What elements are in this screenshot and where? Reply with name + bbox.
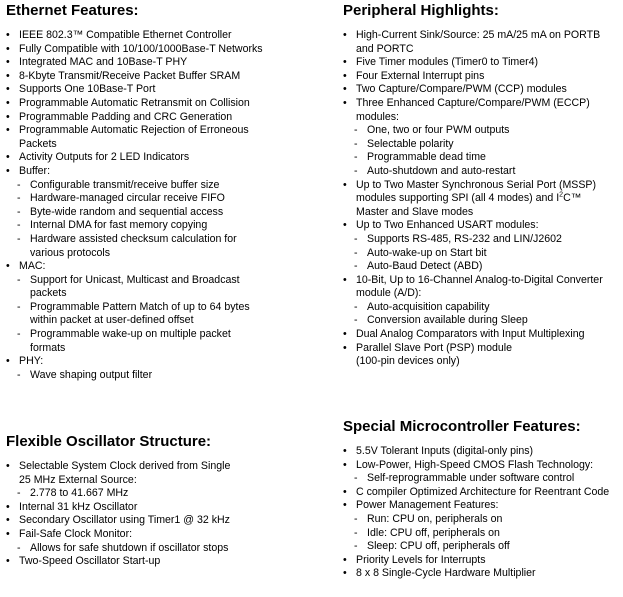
item-text: formats (30, 341, 66, 354)
item-text: Fully Compatible with 10/100/1000Base-T Networks (19, 42, 263, 55)
item-text: Wave shaping output filter (30, 368, 153, 381)
sub-list-item (343, 165, 621, 179)
item-text: MAC: (19, 260, 46, 273)
list-item (6, 514, 326, 528)
list-item-continuation (6, 287, 326, 301)
item-text: Programmable dead time (367, 151, 486, 164)
list-item-continuation (6, 474, 326, 488)
item-text: Conversion available during Sleep (367, 314, 528, 327)
item-text: Low-Power, High-Speed CMOS Flash Technology: (356, 458, 594, 471)
item-text: Self-reprogrammable under software control (367, 472, 575, 485)
list-item (6, 460, 326, 474)
item-text: Packets (19, 137, 57, 150)
item-text: 10-Bit, Up to 16-Channel Analog-to-Digital Converter (356, 273, 603, 286)
item-text: High-Current Sink/Source: 25 mA/25 mA on PORTB (356, 29, 601, 41)
item-text: within packet at user-defined offset (30, 314, 194, 327)
ethernet-list (6, 29, 326, 382)
item-text: Master and Slave modes (356, 205, 474, 218)
item-text: Five Timer modules (Timer0 to Timer4) (356, 56, 539, 69)
item-text: 8 x 8 Single-Cycle Hardware Multiplier (356, 567, 536, 580)
item-text: C compiler Optimized Architecture for Reentrant Code (356, 485, 610, 498)
item-text: 25 MHz External Source: (19, 473, 137, 486)
superscript: 2 (559, 191, 564, 199)
list-item (6, 260, 326, 274)
sub-list-item (343, 540, 621, 554)
list-item (343, 29, 621, 43)
oscillator-list (6, 460, 326, 569)
list-item-continuation (6, 314, 326, 328)
ethernet-title: Ethernet Features: (6, 2, 139, 19)
sub-list-item (343, 301, 621, 315)
item-text-after: C™ (563, 192, 582, 205)
list-item (6, 111, 326, 125)
item-text: Auto-wake-up on Start bit (367, 246, 487, 259)
item-text: Support for Unicast, Multicast and Broadcast (30, 273, 240, 286)
item-text: Power Management Features: (356, 499, 499, 512)
sub-list-item (343, 314, 621, 328)
item-text: Allows for safe shutdown if oscillator stops (30, 541, 229, 554)
sub-list-item (343, 151, 621, 165)
sub-list-item (343, 513, 621, 527)
item-text: IEEE 802.3™ Compatible Ethernet Controller (19, 29, 232, 41)
item-text: Activity Outputs for 2 LED Indicators (19, 151, 190, 164)
item-text: modules supporting SPI (all 4 modes) and I (356, 192, 560, 205)
list-item (343, 70, 621, 84)
item-text: PHY: (19, 355, 44, 368)
item-text: Fail-Safe Clock Monitor: (19, 527, 133, 540)
microcontroller-section (343, 418, 621, 581)
sub-list-item (6, 179, 326, 193)
item-text: (100-pin devices only) (356, 355, 460, 368)
oscillator-title: Flexible Oscillator Structure: (6, 433, 212, 450)
list-item-continuation (343, 111, 621, 125)
list-item (343, 445, 621, 459)
item-text: Internal DMA for fast memory copying (30, 219, 208, 232)
item-text: Three Enhanced Capture/Compare/PWM (ECCP) (356, 96, 590, 109)
item-text: Programmable Pattern Match of up to 64 bytes (30, 300, 250, 313)
item-text: Dual Analog Comparators with Input Multiplexing (356, 328, 585, 341)
sub-list-item (6, 542, 326, 556)
list-item (6, 83, 326, 97)
microcontroller-title: Special Microcontroller Features: (343, 418, 581, 435)
item-text: One, two or four PWM outputs (367, 124, 510, 137)
list-item (343, 328, 621, 342)
peripheral-title: Peripheral Highlights: (343, 2, 499, 19)
list-item (343, 56, 621, 70)
oscillator-section (6, 433, 326, 569)
item-text: Buffer: (19, 164, 51, 177)
item-text: Sleep: CPU off, peripherals off (367, 540, 510, 553)
peripheral-section (343, 2, 621, 369)
item-text: Two-Speed Oscillator Start-up (19, 555, 161, 568)
sub-list-item (6, 233, 326, 247)
item-text: various protocols (30, 246, 111, 259)
item-text: Parallel Slave Port (PSP) module (356, 341, 513, 354)
item-text: Hardware-managed circular receive FIFO (30, 192, 225, 205)
item-text: 8-Kbyte Transmit/Receive Packet Buffer SRAM (19, 69, 241, 82)
sub-list-item (343, 124, 621, 138)
item-text: Four External Interrupt pins (356, 69, 485, 82)
list-item-continuation (6, 247, 326, 261)
item-text: Supports RS-485, RS-232 and LIN/J2602 (367, 232, 562, 245)
list-item (343, 274, 621, 288)
item-text: Programmable wake-up on multiple packet (30, 328, 231, 341)
list-item (343, 83, 621, 97)
sub-list-item (343, 138, 621, 152)
item-text: Selectable polarity (367, 137, 454, 150)
item-text: Programmable Padding and CRC Generation (19, 110, 233, 123)
list-item (6, 43, 326, 57)
sub-list-item (6, 274, 326, 288)
list-item (6, 56, 326, 70)
sub-list-item (343, 527, 621, 541)
sub-list-item (6, 219, 326, 233)
list-item (6, 165, 326, 179)
item-text: Programmable Automatic Retransmit on Collision (19, 96, 250, 109)
list-item (343, 179, 621, 193)
item-text: Secondary Oscillator using Timer1 @ 32 kHz (19, 514, 230, 527)
list-item (6, 97, 326, 111)
list-item (343, 459, 621, 473)
item-text: Idle: CPU off, peripherals on (367, 526, 500, 539)
sub-list-item (6, 192, 326, 206)
sub-list-item (6, 328, 326, 342)
item-text: Run: CPU on, peripherals on (367, 512, 503, 525)
item-text: Up to Two Enhanced USART modules: (356, 219, 539, 232)
item-text: Auto-acquisition capability (367, 300, 490, 313)
item-text: Programmable Automatic Rejection of Erroneous (19, 124, 249, 137)
list-item-continuation (343, 355, 621, 369)
list-item (343, 567, 621, 581)
item-text: Internal 31 kHz Oscillator (19, 500, 138, 513)
sub-list-item (6, 301, 326, 315)
peripheral-list (343, 29, 621, 369)
list-item (6, 555, 326, 569)
item-text: Selectable System Clock derived from Single (19, 460, 231, 472)
list-item-continuation (343, 287, 621, 301)
item-text: Byte-wide random and sequential access (30, 205, 224, 218)
sub-list-item (343, 233, 621, 247)
item-text: Hardware assisted checksum calculation for (30, 232, 237, 245)
list-item (343, 499, 621, 513)
list-item (343, 219, 621, 233)
item-text: 5.5V Tolerant Inputs (digital-only pins) (356, 445, 534, 457)
list-item (6, 70, 326, 84)
item-text: Up to Two Master Synchronous Serial Port (MSSP) (356, 178, 597, 191)
item-text: packets (30, 287, 67, 300)
ethernet-section (6, 2, 326, 382)
list-item (6, 501, 326, 515)
list-item (343, 97, 621, 111)
list-item-continuation (343, 43, 621, 57)
item-text: Auto-Baud Detect (ABD) (367, 260, 483, 273)
list-item (343, 342, 621, 356)
list-item (6, 528, 326, 542)
list-item (343, 486, 621, 500)
list-item (343, 554, 621, 568)
item-text: and PORTC (356, 42, 414, 55)
sub-list-item (6, 369, 326, 383)
item-text: Supports One 10Base-T Port (19, 83, 156, 96)
list-item (6, 355, 326, 369)
item-text: module (A/D): (356, 287, 422, 300)
sub-list-item (343, 260, 621, 274)
sub-list-item (343, 472, 621, 486)
list-item-continuation (6, 342, 326, 356)
list-item (6, 124, 326, 138)
item-text: modules: (356, 110, 399, 123)
list-item (6, 29, 326, 43)
sub-list-item (6, 206, 326, 220)
list-item-continuation (6, 138, 326, 152)
item-text: 2.778 to 41.667 MHz (30, 487, 129, 500)
list-item-continuation (343, 192, 621, 206)
item-text: Two Capture/Compare/PWM (CCP) modules (356, 83, 567, 96)
item-text: Configurable transmit/receive buffer size (30, 178, 220, 191)
item-text: Integrated MAC and 10Base-T PHY (19, 56, 188, 69)
sub-list-item (343, 247, 621, 261)
microcontroller-list (343, 445, 621, 581)
item-text: Priority Levels for Interrupts (356, 553, 486, 566)
item-text: Auto-shutdown and auto-restart (367, 164, 516, 177)
list-item-continuation (343, 206, 621, 220)
list-item (6, 151, 326, 165)
sub-list-item (6, 487, 326, 501)
